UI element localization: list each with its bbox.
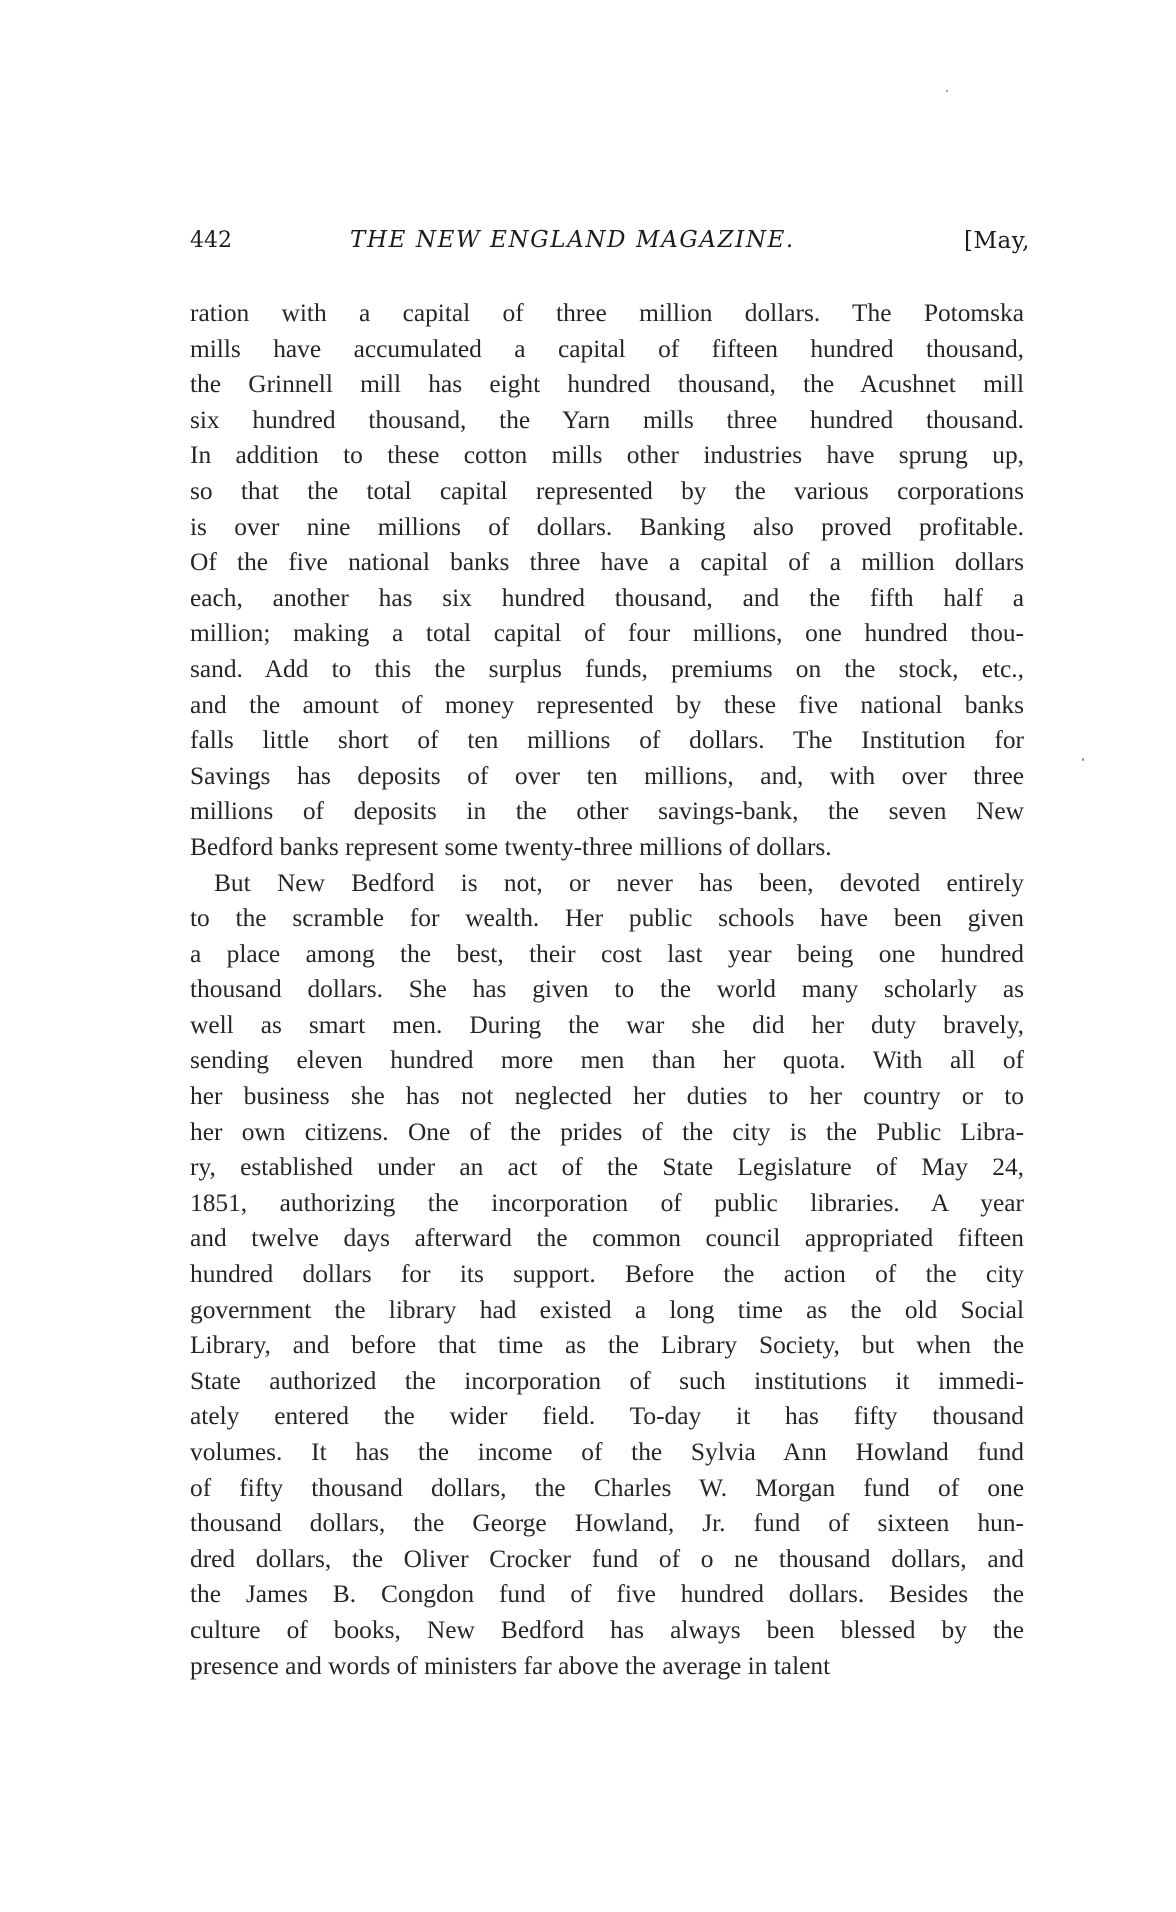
text-line: ately entered the wider field. To-day it has fifty thousand (190, 1402, 1024, 1431)
running-date: [May, (964, 228, 1030, 254)
running-header (190, 228, 1030, 264)
text-line: a place among the best, their cost last year being one hundred (190, 939, 1024, 968)
paper-speck (946, 90, 948, 92)
text-line: Bedford banks represent some twenty-three millions of dollars. (190, 832, 832, 861)
text-line: so that the total capital represented by the various corporations (190, 476, 1024, 505)
text-line: Library, and before that time as the Library Society, but when the (190, 1331, 1024, 1360)
text-line: culture of books, New Bedford has always been blessed by the (190, 1615, 1024, 1644)
running-title: THE NEW ENGLAND MAGAZINE. (350, 227, 795, 253)
text-line: sending eleven hundred more men than her quota. With all of (190, 1046, 1024, 1075)
text-line: the James B. Congdon fund of five hundred dollars. Besides the (190, 1580, 1024, 1609)
paragraph (190, 866, 1024, 1685)
text-line: millions of deposits in the other savings-bank, the seven New (190, 797, 1024, 826)
text-line: and twelve days afterward the common council appropriated fifteen (190, 1224, 1024, 1253)
text-line: well as smart men. During the war she did her duty bravely, (190, 1010, 1024, 1039)
text-line: her own citizens. One of the prides of the city is the Public Libra- (190, 1117, 1024, 1146)
text-line: of fifty thousand dollars, the Charles W. Morgan fund of one (190, 1473, 1024, 1502)
text-line: to the scramble for wealth. Her public schools have been given (190, 904, 1024, 933)
text-line: thousand dollars. She has given to the world many scholarly as (190, 975, 1024, 1004)
text-line: State authorized the incorporation of such institutions it immedi- (190, 1366, 1024, 1395)
text-line: government the library had existed a long time as the old Social (190, 1295, 1024, 1324)
text-line: the Grinnell mill has eight hundred thousand, the Acushnet mill (190, 370, 1024, 399)
text-line: presence and words of ministers far above the average in talent (190, 1651, 831, 1680)
text-line: six hundred thousand, the Yarn mills three hundred thousand. (190, 405, 1024, 434)
text-line: 1851, authorizing the incorporation of public libraries. A year (190, 1188, 1024, 1217)
text-line: mills have accumulated a capital of fifteen hundred thousand, (190, 334, 1024, 363)
text-line: In addition to these cotton mills other industries have sprung up, (190, 441, 1024, 470)
text-line: ry, established under an act of the State Legislature of May 24, (190, 1153, 1024, 1182)
text-line: Of the five national banks three have a capital of a million dollars (190, 548, 1024, 577)
text-line: dred dollars, the Oliver Crocker fund of o ne thousand dollars, and (190, 1544, 1024, 1573)
text-line: ration with a capital of three million dollars. The Potomska (190, 299, 1024, 327)
text-line: falls little short of ten millions of dollars. The Institution for (190, 726, 1024, 755)
text-line: million; making a total capital of four millions, one hundred thou- (190, 619, 1024, 648)
text-line: sand. Add to this the surplus funds, premiums on the stock, etc., (190, 654, 1024, 683)
text-line: volumes. It has the income of the Sylvia Ann Howland fund (190, 1438, 1024, 1466)
text-line: hundred dollars for its support. Before the action of the city (190, 1260, 1024, 1289)
text-line: But New Bedford is not, or never has been, devoted entirely (214, 868, 1024, 897)
text-line: her business she has not neglected her duties to her country or to (190, 1082, 1024, 1111)
paper-speck (1082, 758, 1084, 761)
page-number: 442 (190, 228, 232, 253)
paragraph (190, 296, 1024, 866)
body-text (190, 296, 1024, 1684)
text-line: each, another has six hundred thousand, and the fifth half a (190, 583, 1024, 612)
text-line: Savings has deposits of over ten millions, and, with over three (190, 761, 1024, 790)
text-line: and the amount of money represented by these five national banks (190, 690, 1024, 719)
text-line: thousand dollars, the George Howland, Jr. fund of sixteen hun- (190, 1509, 1024, 1538)
text-line: is over nine millions of dollars. Banking also proved profitable. (190, 512, 1024, 541)
